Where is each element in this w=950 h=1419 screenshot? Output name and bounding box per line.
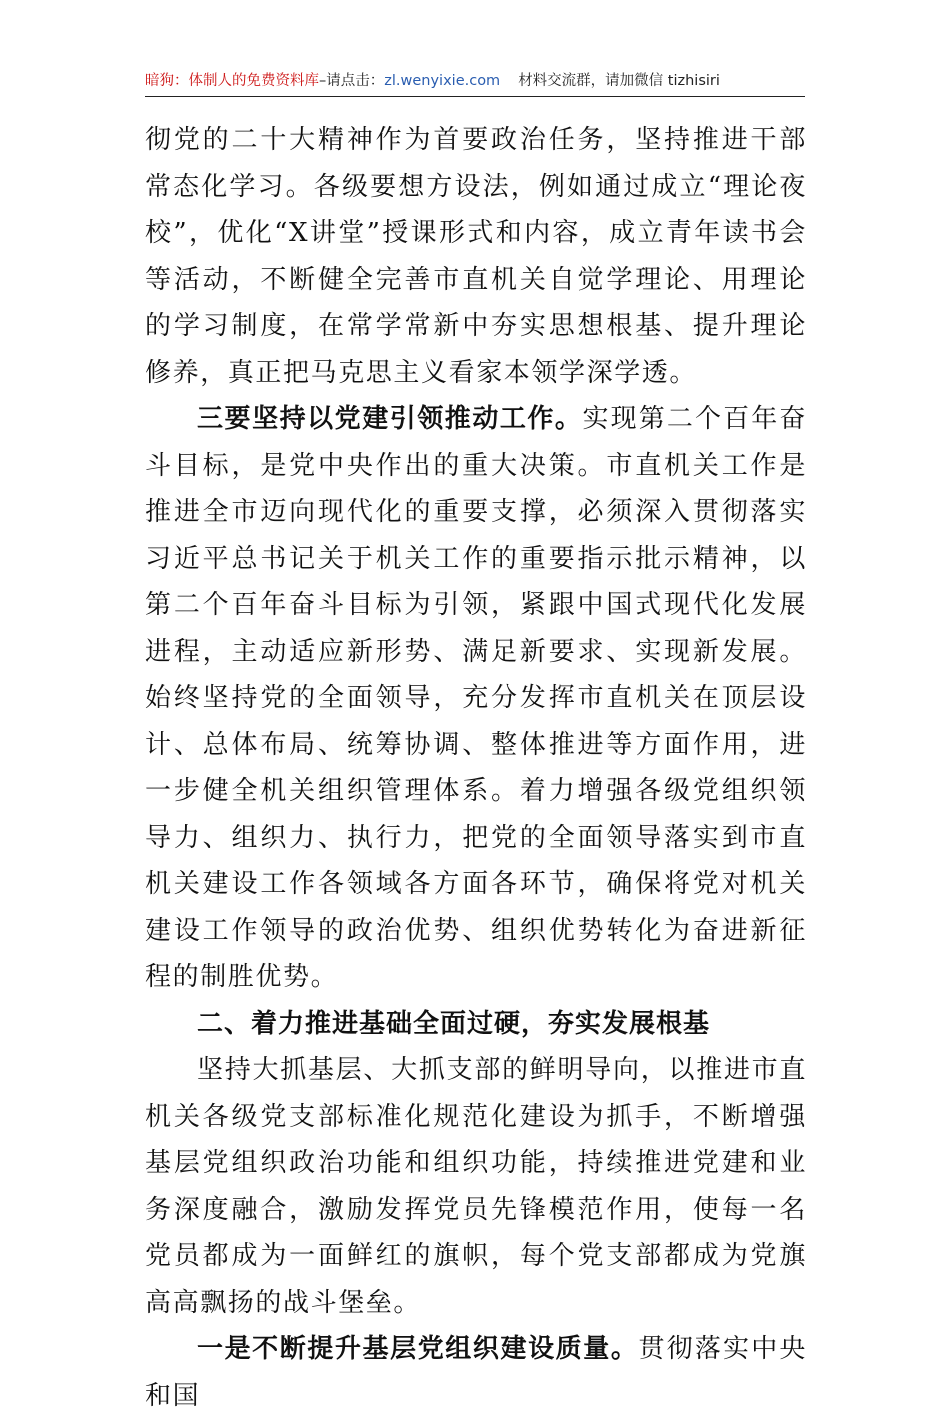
page-header bbox=[145, 68, 805, 97]
paragraph-continuation: 彻党的二十大精神作为首要政治任务，坚持推进干部常态化学习。各级要想方设法，例如通过成立“理论夜校”，优化“X讲堂”授课形式和内容，成立青年读书会等活动，不断健全完善市直机关自觉学理论、用理论的学习制度，在常学常新中夯实思想根基、提升理论修养，真正把马克思主义看家本领学深学透。 bbox=[145, 125, 807, 388]
section-heading: 二、着力推进基础全面过硬，夯实发展根基 bbox=[197, 1008, 711, 1039]
paragraph-party-building bbox=[145, 396, 807, 1001]
paragraph-grassroots: 坚持大抓基层、大抓支部的鲜明导向，以推进市直机关各级党支部标准化规范化建设为抓手，不断增强基层党组织政治功能和组织功能，持续推进党建和业务深度融合，激励发挥党员先锋模范作用，使每一名党员都成为一面鲜红的旗帜，每个党支部都成为党旗高高飘扬的战斗堡垒。 bbox=[145, 1055, 807, 1318]
paragraph-body: 实现第二个百年奋斗目标，是党中央作出的重大决策。市直机关工作是推进全市迈向现代化的重要支撑，必须深入贯彻落实习近平总书记关于机关工作的重要指示批示精神，以第二个百年奋斗目标为引领，紧跟中国式现代化发展进程，主动适应新形势、满足新要求、实现新发展。始终坚持党的全面领导，充分发挥市直机关在顶层设计、总体布局、统筹协调、整体推进等方面作用，进一步健全机关组织管理体系。着力增强各级党组织领导力、组织力、执行力，把党的全面领导落实到市直机关建设工作各领域各方面各环节，确保将党对机关建设工作领导的政治优势、组织优势转化为奋进新征程的制胜优势。 bbox=[145, 404, 807, 992]
document-body bbox=[145, 117, 807, 1419]
header-link[interactable]: zl.wenyixie.com bbox=[384, 73, 501, 89]
header-prompt: –请点击： bbox=[319, 73, 385, 89]
paragraph-body: 贯彻落实中央和国 bbox=[145, 1334, 807, 1411]
paragraph-lead: 三要坚持以党建引领推动工作。 bbox=[197, 404, 583, 434]
paragraph-lead: 一是不断提升基层党组织建设质量。 bbox=[197, 1334, 639, 1364]
paragraph-quality bbox=[145, 1326, 807, 1419]
header-brand: 暗狗：体制人的免费资料库 bbox=[145, 73, 319, 89]
header-contact: 材料交流群，请加微信 tizhisiri bbox=[518, 73, 720, 89]
